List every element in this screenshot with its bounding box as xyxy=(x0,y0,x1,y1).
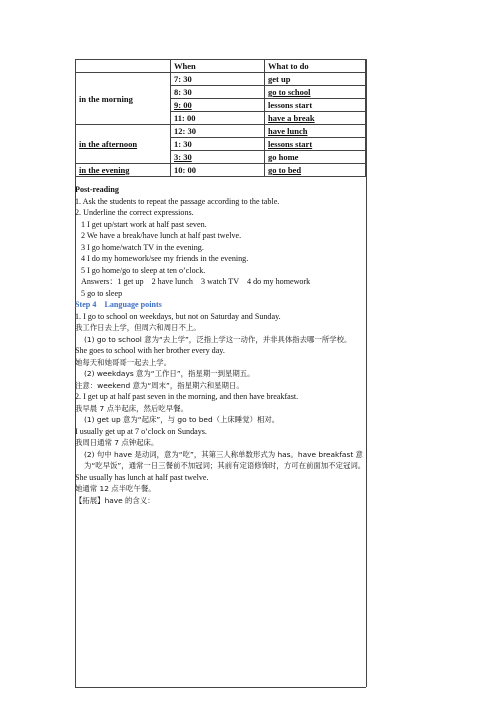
point1-sentence: 1. I go to school on weekdays, but not on Saturday and Sunday. xyxy=(75,311,281,321)
exercise-item: 2 We have a break/have lunch at half past twelve. xyxy=(81,231,242,240)
point2-translation: 我早晨 7 点半起床，然后吃早餐。 xyxy=(75,403,188,413)
point1-note2: (2) weekdays 意为“工作日”，指星期一到星期五。 xyxy=(84,369,255,378)
instruction-2: 2. Underline the correct expressions. xyxy=(75,208,194,217)
table-header-blank xyxy=(76,60,171,73)
period-cell: in the afternoon xyxy=(76,125,171,164)
table-header-row xyxy=(76,60,366,73)
answers-line: Answers：1 get up 2 have lunch 3 watch TV 4 do my homework xyxy=(81,277,311,286)
point1-example-translation: 她每天和她哥哥一起去上学。 xyxy=(75,357,172,367)
post-reading-heading: Post-reading xyxy=(75,185,119,194)
what-cell: go home xyxy=(265,151,366,164)
schedule-table xyxy=(75,59,366,177)
point2-example: I usually get up at 7 o’clock on Sundays. xyxy=(75,426,207,436)
what-cell: go to school xyxy=(265,86,366,99)
when-cell: 1: 30 xyxy=(171,138,265,151)
period-cell: in the evening xyxy=(76,164,171,177)
point1-note3: 注意：weekend 意为“周末”，指星期六和星期日。 xyxy=(75,380,244,390)
table-row xyxy=(76,164,366,177)
point2-note2: (2) 句中 have 是动词，意为“吃”，其第三人称单数形式为 has。have breakfast 意为“吃早饭”，通常一日三餐前不加冠词；其前有定语修饰时，方可在前面加不定冠词。 xyxy=(84,449,366,470)
point2-example-translation: 我周日通常 7 点钟起床。 xyxy=(75,438,159,447)
step4-heading: Step 4 Language points xyxy=(75,300,162,309)
table-row xyxy=(76,73,366,86)
point1-translation: 我工作日去上学，但周六和周日不上。 xyxy=(75,323,201,332)
when-cell: 7: 30 xyxy=(171,73,265,86)
what-cell: go to bed xyxy=(265,164,366,177)
when-cell: 9: 00 xyxy=(171,99,265,112)
point2-note: (1) get up 意为“起床”，与 go to bed（上床睡觉）相对。 xyxy=(84,415,280,424)
answers-line-cont: 5 go to sleep xyxy=(81,288,123,298)
when-cell: 11: 00 xyxy=(171,112,265,125)
lesson-content xyxy=(75,184,367,506)
what-cell: have lunch xyxy=(265,125,366,138)
what-cell: lessons start xyxy=(265,138,366,151)
point2-example2: She usually has lunch at half past twelve. xyxy=(75,472,209,482)
when-cell: 3: 30 xyxy=(171,151,265,164)
table-row xyxy=(76,125,366,138)
table-header-what: What to do xyxy=(265,60,366,73)
when-cell: 12: 30 xyxy=(171,125,265,138)
what-cell: lessons start xyxy=(265,99,366,112)
page-rule-bottom xyxy=(75,687,366,688)
when-cell: 10: 00 xyxy=(171,164,265,177)
point2-sentence: 2. I get up at half past seven in the morning, and then have breakfast. xyxy=(75,392,299,401)
extension-heading: 【拓展】have 的含义： xyxy=(75,495,155,505)
exercise-item: 4 I do my homework/see my friends in the evening. xyxy=(81,254,249,263)
instruction-1: 1. Ask the students to repeat the passage according to the table. xyxy=(75,196,280,206)
exercise-item: 1 I get up/start work at half past seven. xyxy=(81,219,207,229)
period-cell: in the morning xyxy=(76,73,171,125)
when-cell: 8: 30 xyxy=(171,86,265,99)
exercise-item: 3 I go home/watch TV in the evening. xyxy=(81,242,204,252)
what-cell: have a break xyxy=(265,112,366,125)
table-header-when: When xyxy=(171,60,265,73)
point1-example: She goes to school with her brother every day. xyxy=(75,346,225,355)
exercise-item: 5 I go home/go to sleep at ten o’clock. xyxy=(81,265,206,275)
what-cell: get up xyxy=(265,73,366,86)
point2-example2-translation: 她通常 12 点半吃午餐。 xyxy=(75,484,156,493)
point1-note: (1) go to school 意为“去上学”，泛指上学这一动作，并非具体指去哪一所学校。 xyxy=(84,334,352,344)
